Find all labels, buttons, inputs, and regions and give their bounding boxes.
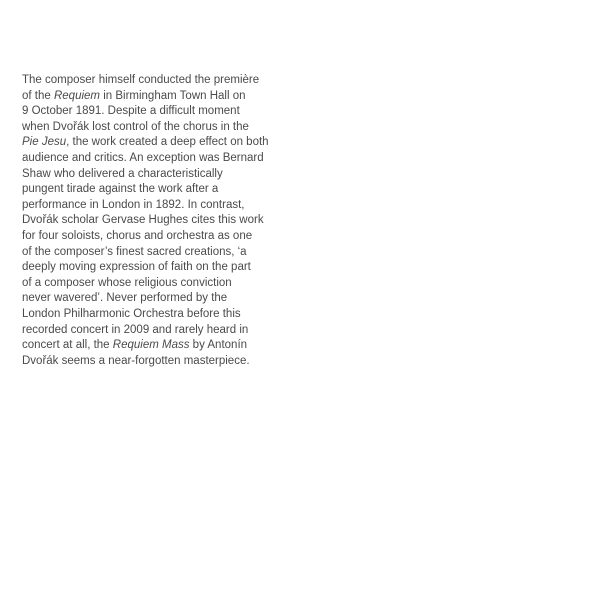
- text-run: of the composer’s finest sacred creations, ‘a: [22, 245, 247, 258]
- text-run: when Dvořák lost control of the chorus in the: [22, 120, 249, 133]
- text-run: in Birmingham Town Hall on: [100, 89, 246, 102]
- italic-title-text: Pie Jesu: [22, 136, 67, 149]
- text-line: [22, 245, 292, 261]
- text-line: [22, 354, 292, 370]
- italic-title-text: Requiem Mass: [112, 339, 190, 352]
- text-line: [22, 167, 292, 183]
- text-run: Shaw who delivered a characteristically: [22, 167, 223, 180]
- text-run: recorded concert in 2009 and rarely heard in: [22, 323, 249, 336]
- text-run: of the: [22, 89, 54, 102]
- body-paragraph: [22, 73, 292, 369]
- text-run: audience and critics. An exception was Bernard: [22, 151, 264, 164]
- text-run: Dvořák scholar Gervase Hughes cites this work: [22, 214, 264, 227]
- text-line: [22, 198, 292, 214]
- text-line: [22, 323, 292, 339]
- text-run: never wavered’. Never performed by the: [22, 292, 228, 305]
- text-line: [22, 135, 292, 151]
- text-run: Dvořák seems a near-forgotten masterpiece.: [22, 354, 250, 367]
- text-line: [22, 73, 292, 89]
- text-line: [22, 151, 292, 167]
- text-line: [22, 307, 292, 323]
- text-line: [22, 229, 292, 245]
- text-line: [22, 104, 292, 120]
- text-run: deeply moving expression of faith on the part: [22, 261, 251, 274]
- text-line: [22, 120, 292, 136]
- italic-title-text: Requiem: [53, 89, 100, 102]
- text-line: [22, 260, 292, 276]
- text-line: [22, 89, 292, 105]
- text-line: [22, 213, 292, 229]
- text-line: [22, 276, 292, 292]
- text-run: by Antonín: [189, 339, 248, 352]
- text-run: 9 October 1891. Despite a difficult moment: [22, 105, 240, 118]
- text-line: [22, 338, 292, 354]
- text-run: The composer himself conducted the première: [22, 74, 260, 86]
- text-run: pungent tirade against the work after a: [22, 183, 219, 196]
- text-run: of a composer whose religious conviction: [22, 276, 232, 289]
- text-run: concert at all, the: [22, 339, 113, 352]
- text-run: for four soloists, chorus and orchestra as one: [22, 229, 253, 242]
- text-run: , the work created a deep effect on both: [66, 136, 269, 149]
- text-line: [22, 182, 292, 198]
- text-run: London Philharmonic Orchestra before this: [22, 307, 241, 320]
- text-line: [22, 291, 292, 307]
- text-run: performance in London in 1892. In contrast,: [22, 198, 245, 211]
